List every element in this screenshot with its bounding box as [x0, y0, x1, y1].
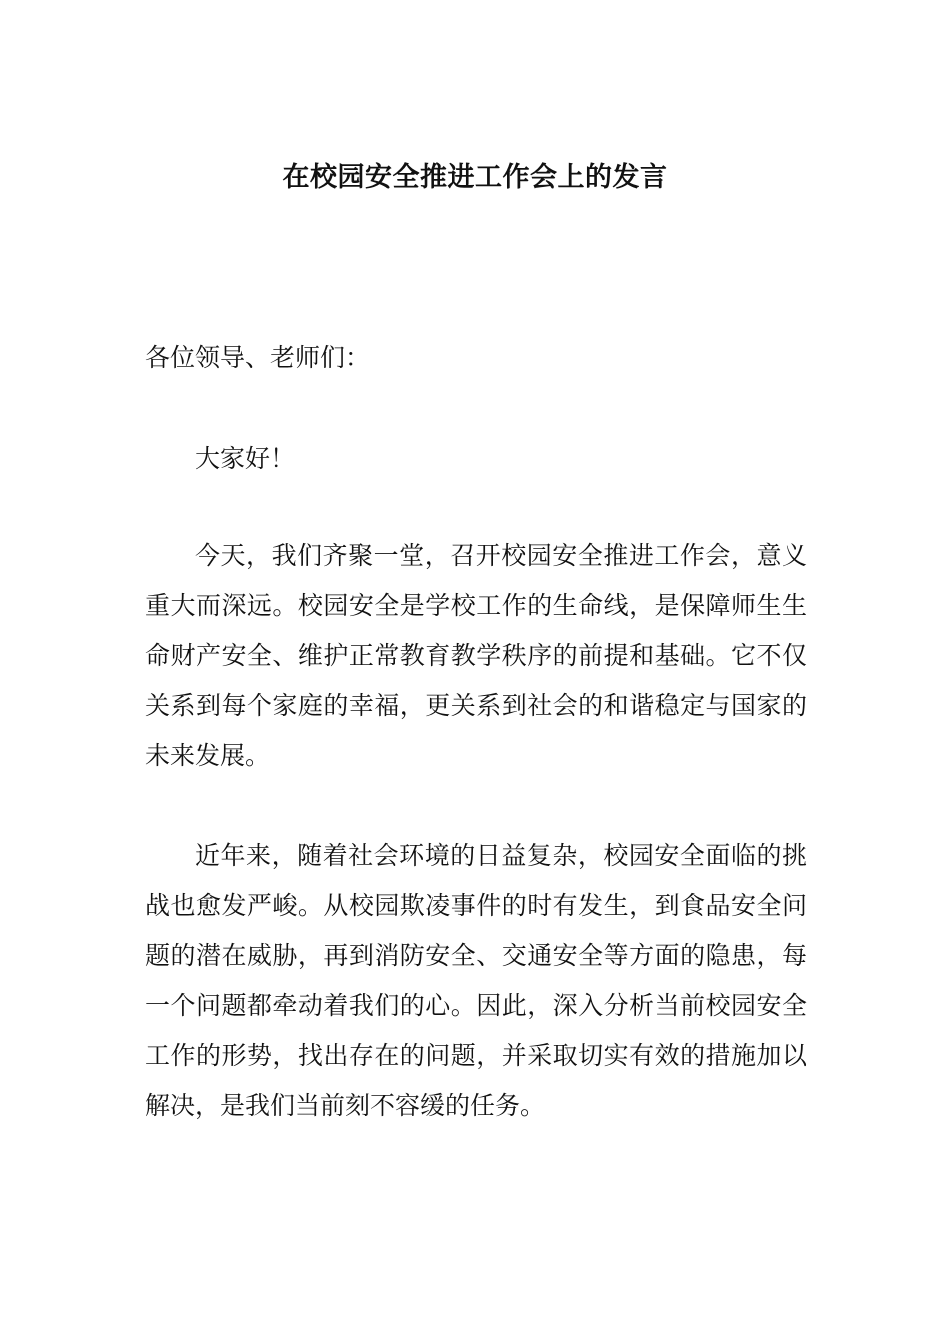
salutation: 各位领导、老师们：: [145, 343, 371, 372]
paragraph-2: 近年来，随着社会环境的日益复杂，校园安全面临的挑战也愈发严峻。从校园欺凌事件的时有发生，到食品安全问题的潜在威胁，再到消防安全、交通安全等方面的隐患，每一个问题都牵动着我们的心。因此，深入分析当前校园安全工作的形势，找出存在的问题，并采取切实有效的措施加以解决，是我们当前刻不容缓的任务。: [145, 841, 807, 1120]
paragraph-1: 今天，我们齐聚一堂，召开校园安全推进工作会，意义重大而深远。校园安全是学校工作的生命线，是保障师生生命财产安全、维护正常教育教学秩序的前提和基础。它不仅关系到每个家庭的幸福，更关系到社会的和谐稳定与国家的未来发展。: [145, 541, 807, 770]
greeting: 大家好！: [195, 444, 296, 473]
document-title: 在校园安全推进工作会上的发言: [282, 162, 668, 193]
